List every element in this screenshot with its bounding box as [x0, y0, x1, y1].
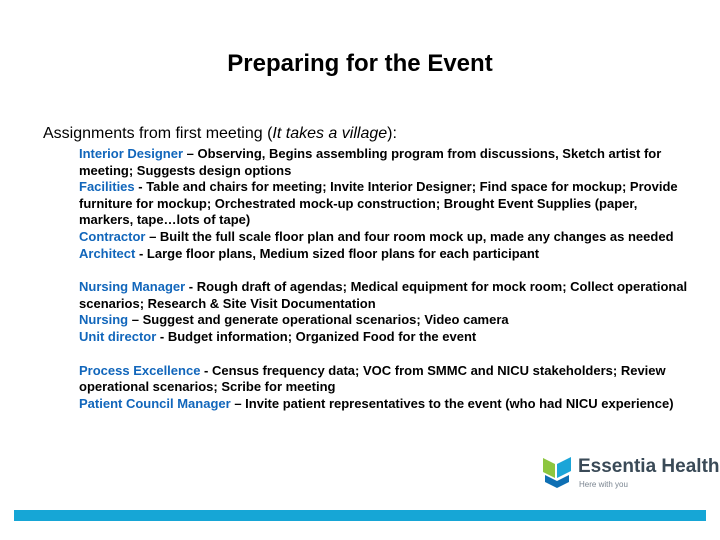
assignment-text: – Suggest and generate operational scenarios; Video camera: [128, 312, 509, 328]
footer-bar: [14, 510, 706, 521]
assignment-role: Patient Council Manager: [79, 395, 231, 411]
assignment-role: Unit director: [79, 328, 157, 344]
assignment-text: - Table and chairs for meeting; Invite Interior Designer; Find space for mockup; Provide furniture for mockup; Orchestrated mock-up construction; Brought Event Supplies (paper, markers, tape…lots of tape): [79, 179, 678, 228]
assignment-role: Nursing: [79, 312, 129, 328]
subtitle-italic: It takes a village: [272, 125, 388, 142]
assignment-text: – Built the full scale floor plan and four room mock up, made any changes as needed: [145, 228, 674, 244]
assignment-text: – Observing, Begins assembling program from discussions, Sketch artist for meeting; Suggests design options: [79, 146, 662, 178]
assignment-role: Contractor: [79, 228, 146, 244]
assignment-text: - Large floor plans, Medium sized floor plans for each participant: [135, 245, 540, 261]
assignment-item: [79, 329, 694, 346]
assignment-role: Process Excellence: [79, 362, 201, 378]
assignment-role: Interior Designer: [79, 146, 184, 161]
spacer: [79, 346, 694, 363]
assignment-item: [79, 363, 694, 396]
logo-mark-icon: [541, 454, 575, 492]
assignment-item: [79, 279, 694, 312]
essentia-health-logo: [541, 452, 720, 492]
assignment-item: [79, 179, 694, 229]
assignment-item: [79, 312, 694, 329]
assignment-text: - Budget information; Organized Food for the event: [156, 328, 477, 344]
subtitle-prefix: Assignments from first meeting (: [43, 125, 273, 142]
slide-title: Preparing for the Event: [227, 50, 493, 77]
assignment-item: [79, 246, 694, 263]
spacer: [79, 262, 694, 279]
assignment-item: [79, 396, 694, 413]
assignment-list: [79, 146, 694, 412]
assignment-role: Nursing Manager: [79, 279, 186, 295]
assignment-text: - Rough draft of agendas; Medical equipment for mock room; Collect operational scenarios; Research & Site Visit Documentation: [79, 279, 688, 311]
assignment-item: [79, 229, 694, 246]
assignment-role: Facilities: [79, 179, 135, 195]
logo-name: Essentia Health: [578, 456, 720, 477]
assignment-text: - Census frequency data; VOC from SMMC and NICU stakeholders; Review operational scenarios; Scribe for meeting: [79, 362, 666, 395]
slide-subtitle: [43, 125, 397, 143]
assignment-item: [79, 146, 694, 179]
assignment-text: – Invite patient representatives to the event (who had NICU experience): [230, 395, 674, 411]
assignment-role: Architect: [79, 245, 136, 261]
logo-tagline: Here with you: [579, 480, 628, 489]
subtitle-suffix: ):: [387, 125, 397, 142]
